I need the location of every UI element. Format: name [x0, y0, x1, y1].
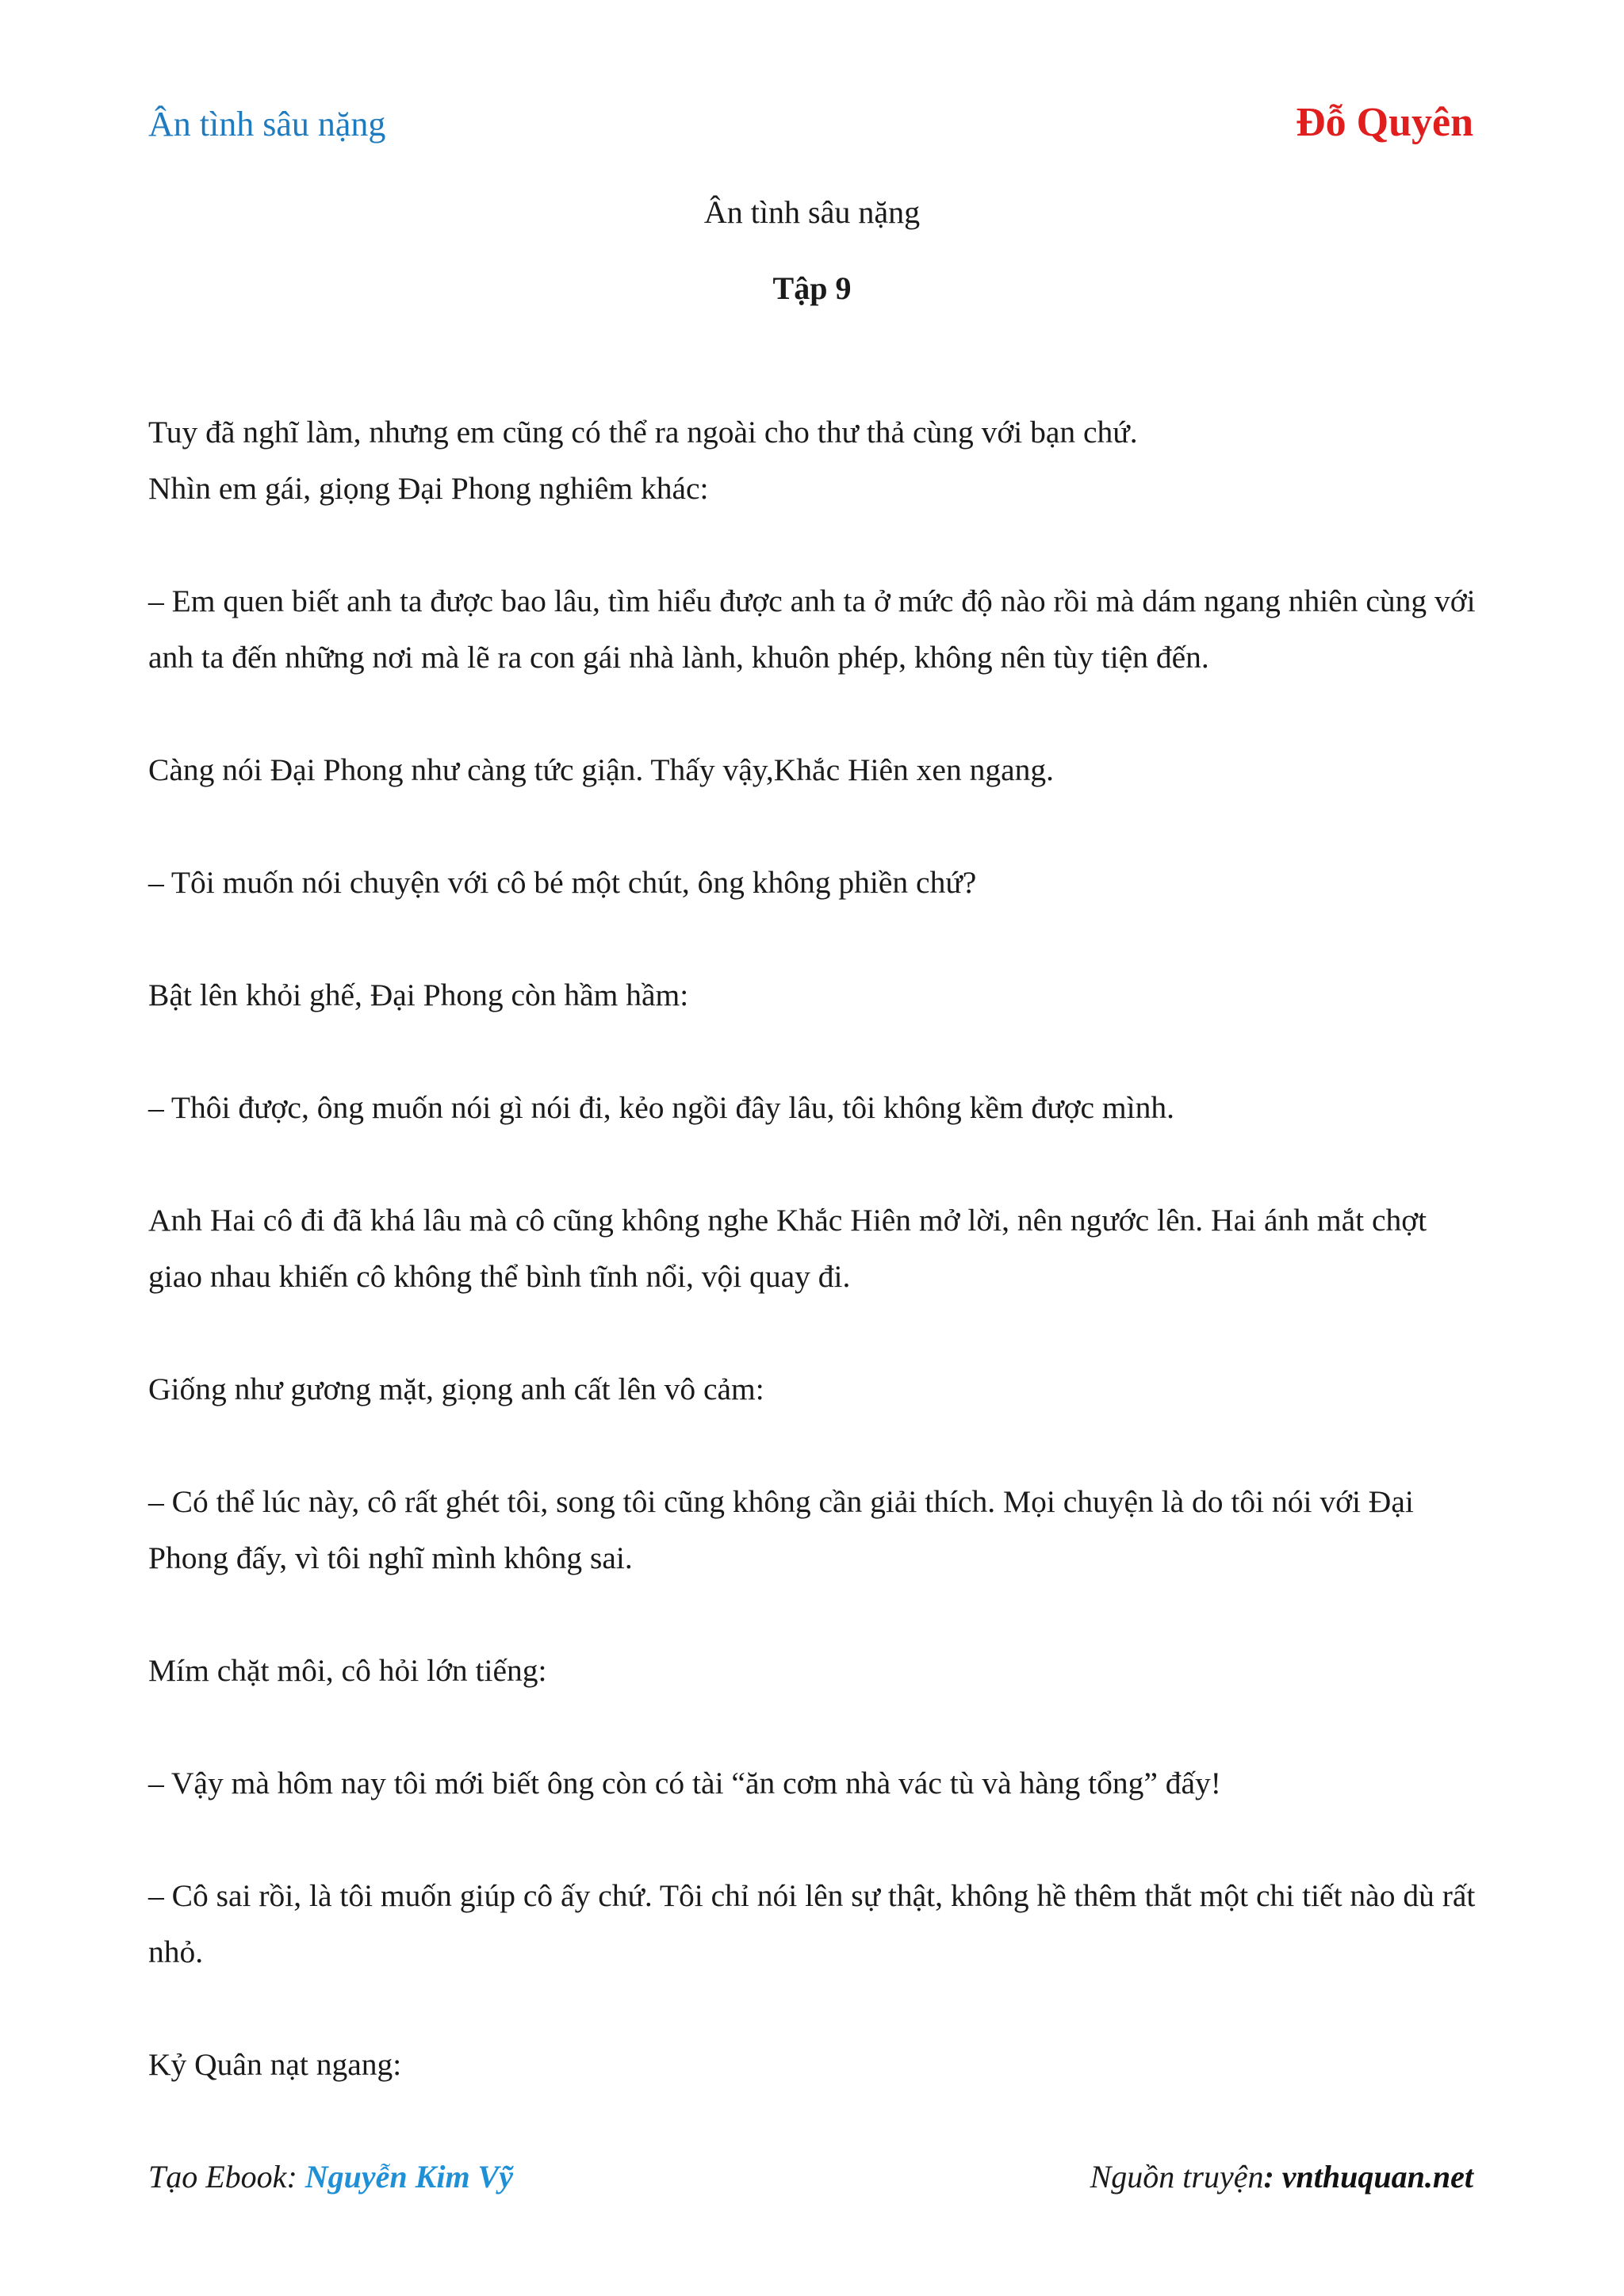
paragraph: Anh Hai cô đi đã khá lâu mà cô cũng không nghe Khắc Hiên mở lời, nên ngước lên. Hai ánh mắt chợt giao nhau khiến cô không thể bình tĩnh nổi, vội quay đi.: [148, 1203, 1427, 1294]
paragraph: Kỷ Quân nạt ngang:: [148, 2047, 402, 2082]
source-site-link[interactable]: vnthuquan.net: [1281, 2159, 1473, 2195]
paragraph: Nhìn em gái, giọng Đại Phong nghiêm khác:: [148, 471, 709, 506]
source-credit: [1090, 2158, 1473, 2195]
paragraph: Mím chặt môi, cô hỏi lớn tiếng:: [148, 1653, 547, 1688]
page-footer: [148, 2158, 1473, 2202]
header-author: Đỗ Quyên: [1296, 100, 1473, 145]
body-text: [148, 404, 1477, 2093]
ebook-credit: [148, 2158, 513, 2195]
paragraph: – Vậy mà hôm nay tôi mới biết ông còn có tài “ăn cơm nhà vác tù và hàng tổng” đấy!: [148, 1766, 1221, 1800]
ebook-creator-name: Nguyễn Kim Vỹ: [304, 2159, 513, 2195]
ebook-label: Tạo Ebook: [148, 2159, 287, 2195]
header-book-title: Ân tình sâu nặng: [148, 105, 386, 144]
paragraph: Bật lên khỏi ghế, Đại Phong còn hầm hầm:: [148, 978, 689, 1012]
paragraph: Giống như gương mặt, giọng anh cất lên vô cảm:: [148, 1372, 764, 1406]
page-header: [148, 99, 1473, 155]
paragraph: – Em quen biết anh ta được bao lâu, tìm hiểu được anh ta ở mức độ nào rồi mà dám ngang nhiên cùng với anh ta đến những nơi mà lẽ ra con gái nhà lành, khuôn phép, không nên tùy tiện đến.: [148, 584, 1476, 675]
episode-heading: Tập 9: [772, 270, 852, 306]
source-colon: :: [1263, 2159, 1274, 2195]
paragraph: – Thôi được, ông muốn nói gì nói đi, kẻo ngồi đây lâu, tôi không kềm được mình.: [148, 1090, 1174, 1125]
paragraph: Tuy đã nghĩ làm, nhưng em cũng có thể ra ngoài cho thư thả cùng với bạn chứ.: [148, 415, 1138, 450]
source-label: Nguồn truyện: [1090, 2159, 1264, 2195]
paragraph: – Cô sai rồi, là tôi muốn giúp cô ấy chứ. Tôi chỉ nói lên sự thật, không hề thêm thắt một chi tiết nào dù rất nhỏ.: [148, 1878, 1476, 1969]
paragraph: – Tôi muốn nói chuyện với cô bé một chút, ông không phiền chứ?: [148, 865, 977, 900]
paragraph: – Có thể lúc này, cô rất ghét tôi, song tôi cũng không cần giải thích. Mọi chuyện là do tôi nói với Đại Phong đấy, vì tôi nghĩ mình không sai.: [148, 1484, 1414, 1575]
ebook-colon: :: [286, 2159, 297, 2195]
document-title: Ân tình sâu nặng: [703, 194, 921, 230]
paragraph: Càng nói Đại Phong như càng tức giận. Thấy vậy,Khắc Hiên xen ngang.: [148, 752, 1054, 787]
